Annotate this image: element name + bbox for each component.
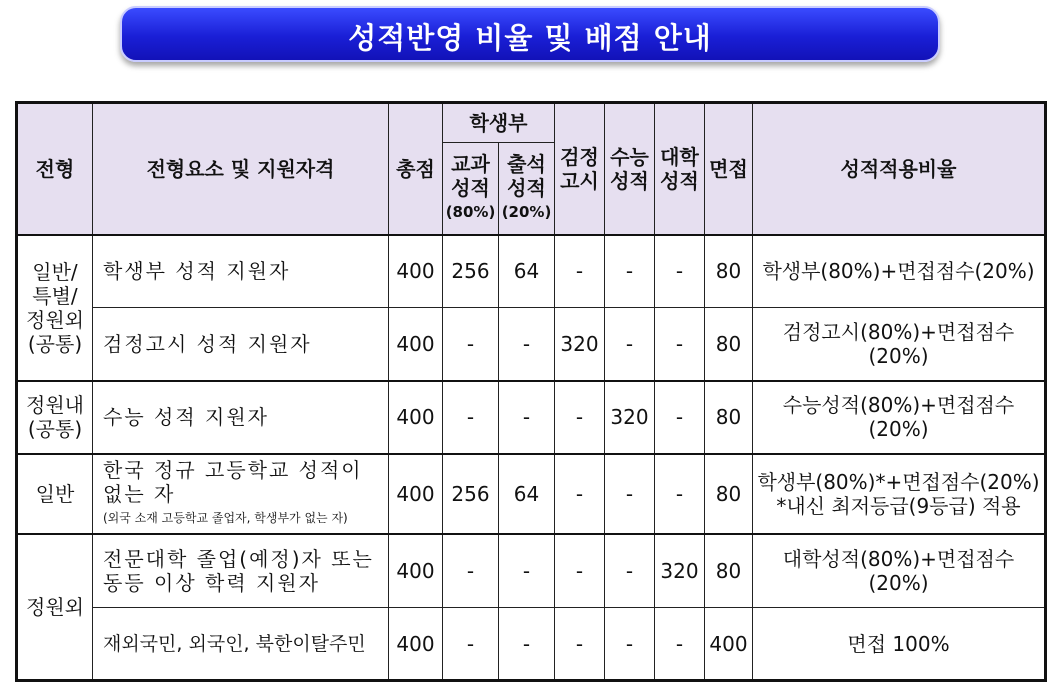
table-row [17, 308, 1046, 381]
ratio-cell: 대학성적(80%)+면접점수(20%) [753, 534, 1046, 608]
table-row [17, 534, 1046, 608]
ratio-cell: 학생부(80%)*+면접점수(20%) *내신 최저등급(9등급) 적용 [753, 454, 1046, 534]
table-row [17, 235, 1046, 308]
requirement-cell: 수능 성적 지원자 [93, 381, 389, 454]
subject-cell: 256 [443, 235, 499, 308]
subject-cell: 256 [443, 454, 499, 534]
requirement-cell: 한국 정규 고등학교 성적이 없는 자 (외국 소재 고등학교 졸업자, 학생부가 없는 자) [93, 454, 389, 534]
ged-cell: - [555, 235, 605, 308]
ratio-cell: 면접 100% [753, 608, 1046, 681]
requirement-cell: 재외국민, 외국인, 북한이탈주민 [93, 608, 389, 681]
attendance-cell: - [499, 534, 555, 608]
interview-cell: 80 [705, 235, 753, 308]
interview-cell: 80 [705, 454, 753, 534]
interview-cell: 80 [705, 308, 753, 381]
header-ged: 검정 고시 [555, 103, 605, 235]
header-interview: 면접 [705, 103, 753, 235]
ratio-cell: 수능성적(80%)+면접점수(20%) [753, 381, 1046, 454]
requirement-cell: 학생부 성적 지원자 [93, 235, 389, 308]
attendance-cell: - [499, 308, 555, 381]
table-row [17, 608, 1046, 681]
subject-cell: - [443, 534, 499, 608]
ged-cell: - [555, 534, 605, 608]
csat-cell: - [605, 454, 655, 534]
univ-cell: - [655, 608, 705, 681]
attendance-cell: - [499, 381, 555, 454]
title-banner [120, 6, 940, 62]
univ-cell: - [655, 235, 705, 308]
ratio-cell: 검정고시(80%)+면접점수(20%) [753, 308, 1046, 381]
csat-cell: - [605, 308, 655, 381]
attendance-cell: 64 [499, 235, 555, 308]
header-subject: 교과 성적 (80%) [443, 143, 499, 235]
csat-cell: - [605, 608, 655, 681]
ged-cell: - [555, 381, 605, 454]
header-univ: 대학 성적 [655, 103, 705, 235]
ratio-cell: 학생부(80%)+면접점수(20%) [753, 235, 1046, 308]
group-cell: 일반 [17, 454, 93, 534]
group-cell: 정원내 (공통) [17, 381, 93, 454]
univ-cell: - [655, 308, 705, 381]
interview-cell: 80 [705, 534, 753, 608]
univ-cell: - [655, 381, 705, 454]
subject-cell: - [443, 608, 499, 681]
interview-cell: 80 [705, 381, 753, 454]
csat-cell: 320 [605, 381, 655, 454]
group-cell: 정원외 [17, 534, 93, 681]
table-row [17, 454, 1046, 534]
ged-cell: - [555, 454, 605, 534]
total-cell: 400 [389, 308, 443, 381]
header-total: 총점 [389, 103, 443, 235]
header-csat: 수능 성적 [605, 103, 655, 235]
page-title: 성적반영 비율 및 배점 안내 [348, 21, 712, 55]
subject-cell: - [443, 381, 499, 454]
total-cell: 400 [389, 454, 443, 534]
ged-cell: - [555, 608, 605, 681]
csat-cell: - [605, 534, 655, 608]
header-attendance: 출석 성적 (20%) [499, 143, 555, 235]
attendance-cell: - [499, 608, 555, 681]
univ-cell: 320 [655, 534, 705, 608]
requirement-cell: 전문대학 졸업(예정)자 또는 동등 이상 학력 지원자 [93, 534, 389, 608]
univ-cell: - [655, 454, 705, 534]
header-ratio: 성적적용비율 [753, 103, 1046, 235]
total-cell: 400 [389, 235, 443, 308]
requirement-cell: 검정고시 성적 지원자 [93, 308, 389, 381]
header-type: 전형 [17, 103, 93, 235]
group-cell: 일반/ 특별/ 정원외 (공통) [17, 235, 93, 381]
table-row [17, 381, 1046, 454]
subject-cell: - [443, 308, 499, 381]
total-cell: 400 [389, 608, 443, 681]
total-cell: 400 [389, 534, 443, 608]
header-school-record: 학생부 [443, 103, 555, 143]
total-cell: 400 [389, 381, 443, 454]
interview-cell: 400 [705, 608, 753, 681]
score-table [15, 101, 1047, 682]
header-requirement: 전형요소 및 지원자격 [93, 103, 389, 235]
ged-cell: 320 [555, 308, 605, 381]
attendance-cell: 64 [499, 454, 555, 534]
csat-cell: - [605, 235, 655, 308]
